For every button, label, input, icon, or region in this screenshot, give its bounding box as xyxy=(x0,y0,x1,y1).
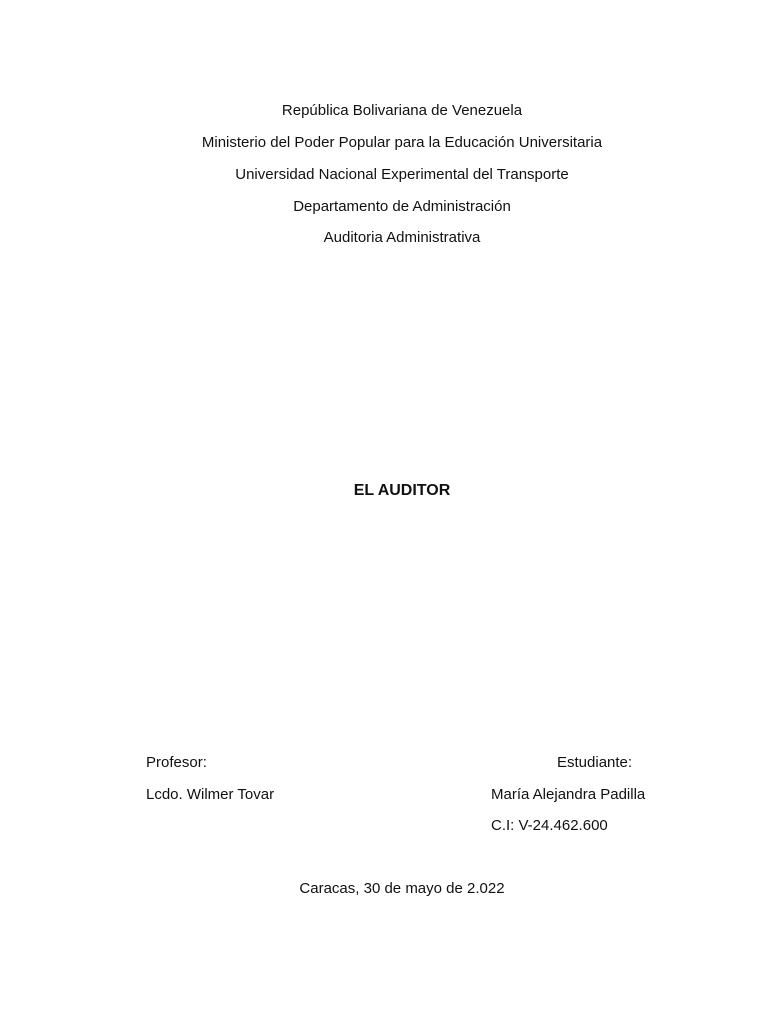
place-date: Caracas, 30 de mayo de 2.022 xyxy=(299,880,505,897)
professor-label: Profesor: xyxy=(146,754,207,771)
document-title: EL AUDITOR xyxy=(353,482,451,499)
professor-name: Lcdo. Wilmer Tovar xyxy=(146,786,275,803)
header-university: Universidad Nacional Experimental del Transporte xyxy=(235,166,569,183)
student-label: Estudiante: xyxy=(557,754,633,771)
header-ministry: Ministerio del Poder Popular para la Educación Universitaria xyxy=(201,134,603,151)
student-name: María Alejandra Padilla xyxy=(491,786,646,803)
header-republic: República Bolivariana de Venezuela xyxy=(281,102,523,119)
header-department: Departamento de Administración xyxy=(293,198,511,215)
student-id: C.I: V-24.462.600 xyxy=(491,817,608,834)
header-course: Auditoria Administrativa xyxy=(323,229,481,246)
